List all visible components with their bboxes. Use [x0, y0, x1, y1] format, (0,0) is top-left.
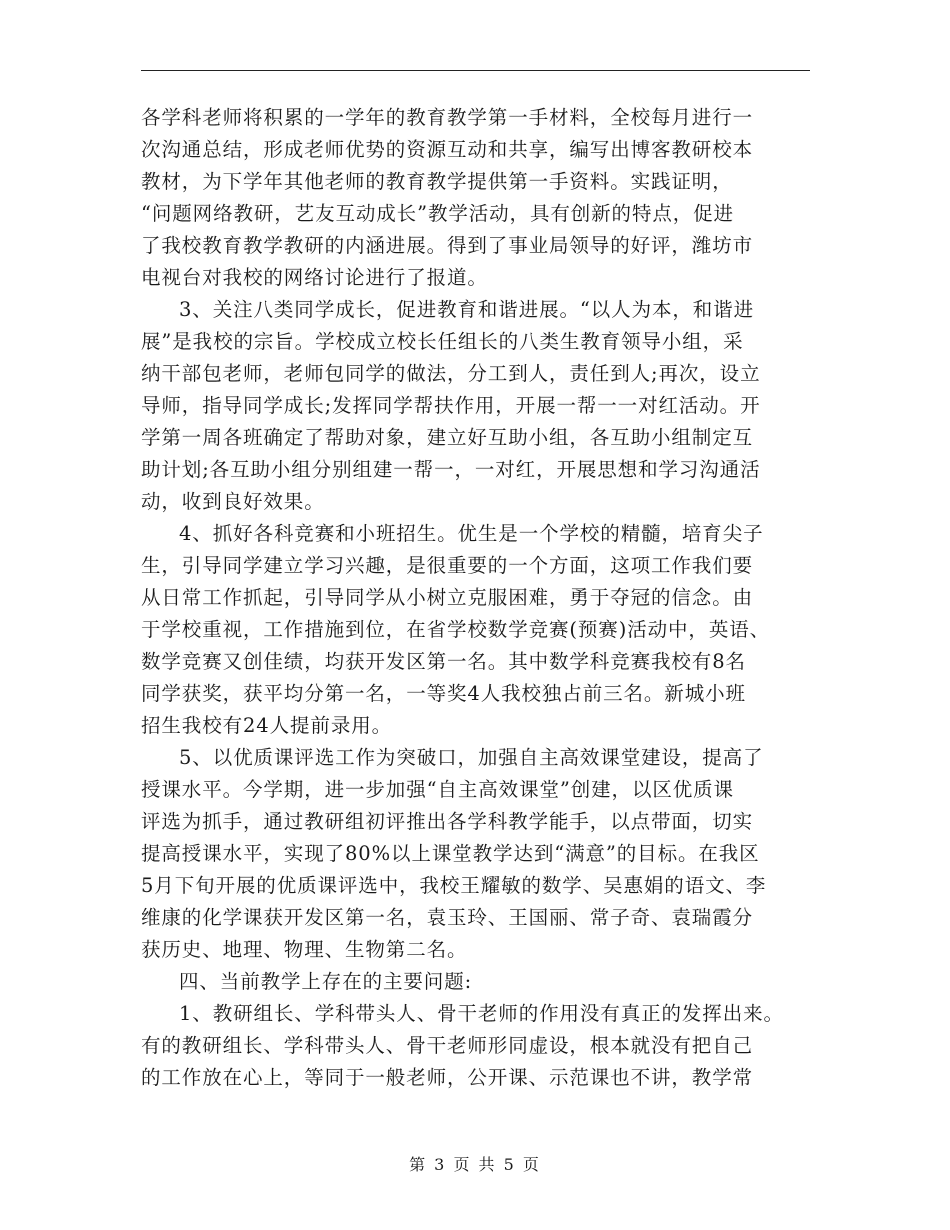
text-line: 动，收到良好效果。: [141, 490, 325, 513]
text-line: 教材，为下学年其他老师的教育教学提供第一手资料。实践证明，: [141, 170, 733, 193]
text-line: 次沟通总结，形成老师优势的资源互动和共享，编写出博客教研校本: [141, 138, 754, 161]
text-line: 于学校重视，工作措施到位，在省学校数学竞赛(预赛)活动中，英语、: [141, 618, 771, 641]
text-line: 同学获奖，获平均分第一名，一等奖4人我校独占前三名。新城小班: [141, 682, 746, 705]
text-line: 4、抓好各科竞赛和小班招生。优生是一个学校的精髓，培育尖子: [179, 522, 764, 545]
text-line: 导师，指导同学成长;发挥同学帮扶作用，开展一帮一一对红活动。开: [141, 394, 761, 417]
text-line: 纳干部包老师，老师包同学的做法，分工到人，责任到人;再次，设立: [141, 362, 761, 385]
text-line: 有的教研组长、学科带头人、骨干老师形同虚设，根本就没有把自己: [141, 1034, 754, 1057]
document-body: [141, 102, 816, 1094]
text-line: 5月下旬开展的优质课评选中，我校王耀敏的数学、吴惠娟的语文、李: [141, 874, 767, 897]
text-line: 获历史、地理、物理、生物第二名。: [141, 938, 468, 961]
header-rule: [141, 70, 810, 71]
text-line: 5、以优质课评选工作为突破口，加强自主高效课堂建设，提高了: [179, 746, 764, 769]
text-line: 招生我校有24人提前录用。: [141, 714, 393, 737]
text-line: 四、当前教学上存在的主要问题:: [179, 970, 473, 993]
text-line: 从日常工作抓起，引导同学从小树立克服困难，勇于夺冠的信念。由: [141, 586, 754, 609]
text-line: 3、关注八类同学成长，促进教育和谐进展。“以人为本，和谐进: [179, 298, 754, 321]
text-line: 授课水平。今学期，进一步加强“自主高效课堂”创建，以区优质课: [141, 778, 734, 801]
text-line: 维康的化学课获开发区第一名，袁玉玲、王国丽、常子奇、袁瑞霞分: [141, 906, 754, 929]
text-line: 助计划;各互助小组分别组建一帮一，一对红，开展思想和学习沟通活: [141, 458, 761, 481]
text-line: 生，引导同学建立学习兴趣，是很重要的一个方面，这项工作我们要: [141, 554, 754, 577]
text-line: 提高授课水平，实现了80%以上课堂教学达到“满意”的目标。在我区: [141, 842, 760, 865]
text-line: 展”是我校的宗旨。学校成立校长任组长的八类生教育领导小组，采: [141, 330, 744, 353]
text-line: 评选为抓手，通过教研组初评推出各学科教学能手，以点带面，切实: [141, 810, 754, 833]
text-line: 各学科老师将积累的一学年的教育教学第一手材料，全校每月进行一: [141, 106, 754, 129]
text-line: 1、教研组长、学科带头人、骨干老师的作用没有真正的发挥出来。: [179, 1002, 784, 1025]
text-line: 学第一周各班确定了帮助对象，建立好互助小组，各互助小组制定互: [141, 426, 754, 449]
text-line: “问题网络教研，艺友互动成长”教学活动，具有创新的特点，促进: [141, 202, 734, 225]
text-line: 的工作放在心上，等同于一般老师，公开课、示范课也不讲，教学常: [141, 1066, 754, 1089]
text-line: 电视台对我校的网络讨论进行了报道。: [141, 266, 488, 289]
page-number: 第 3 页 共 5 页: [409, 1155, 541, 1174]
text-line: 了我校教育教学教研的内涵进展。得到了事业局领导的好评，潍坊市: [141, 234, 754, 257]
text-line: 数学竞赛又创佳绩，均获开发区第一名。其中数学科竞赛我校有8名: [141, 650, 746, 673]
